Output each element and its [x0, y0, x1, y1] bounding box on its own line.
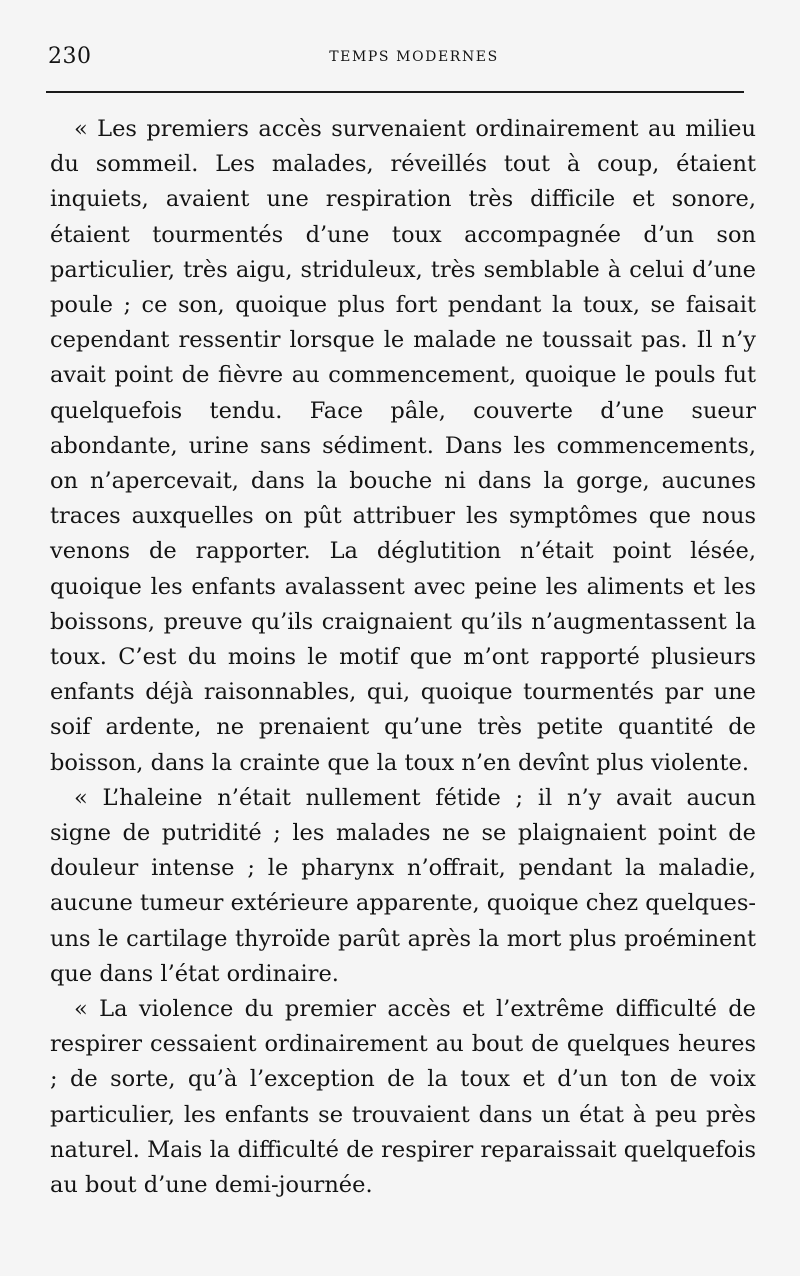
- page-number: 230: [48, 44, 92, 69]
- paragraph-2: « L’haleine n’était nullement fétide ; il n’y avait aucun signe de putridité ; les malades ne se plaignaient point de douleur intense ; le pharynx n’offrait, pendant la maladie, aucune tumeur extérieure apparente, quoique chez quelques-uns le cartilage thyroïde parût après la mort plus proéminent que dans l’état ordinaire.: [50, 784, 756, 987]
- paragraph-1: « Les premiers accès survenaient ordinairement au milieu du sommeil. Les malades, réveillés tout à coup, étaient inquiets, avaient une respiration très difficile et sonore, étaient tourmentés d’une toux accompagnée d’un son particulier, très aigu, striduleux, très semblable à celui d’une poule ; ce son, quoique plus fort pendant la toux, se faisait cependant ressentir lorsque le malade ne toussait pas. Il n’y avait point de fièvre au commencement, quoique le pouls fut quelquefois tendu. Face pâle, couverte d’une sueur abondante, urine sans sédiment. Dans les commencements, on n’apercevait, dans la bouche ni dans la gorge, aucunes traces auxquelles on pût attribuer les symptômes que nous venons de rapporter. La déglutition n’était point lésée, quoique les enfants avalassent avec peine les aliments et les boissons, preuve qu’ils craignaient qu’ils n’augmentassent la toux. C’est du moins le motif que m’ont rapporté plusieurs enfants déjà raisonnables, qui, quoique tourmentés par une soif ardente, ne prenaient qu’une très petite quantité de boisson, dans la crainte que la toux n’en devînt plus violente.: [50, 116, 756, 776]
- header-rule: [46, 91, 744, 93]
- page-header: [48, 40, 740, 80]
- body-text: [50, 112, 756, 1203]
- running-title: TEMPS MODERNES: [329, 49, 499, 65]
- paragraph-3: « La violence du premier accès et l’extrême difficulté de respirer cessaient ordinairement au bout de quelques heures ; de sorte, qu’à l’exception de la toux et d’un ton de voix particulier, les enfants se trouvaient dans un état à peu près naturel. Mais la difficulté de respirer reparaissait quelquefois au bout d’une demi-journée.: [50, 996, 756, 1199]
